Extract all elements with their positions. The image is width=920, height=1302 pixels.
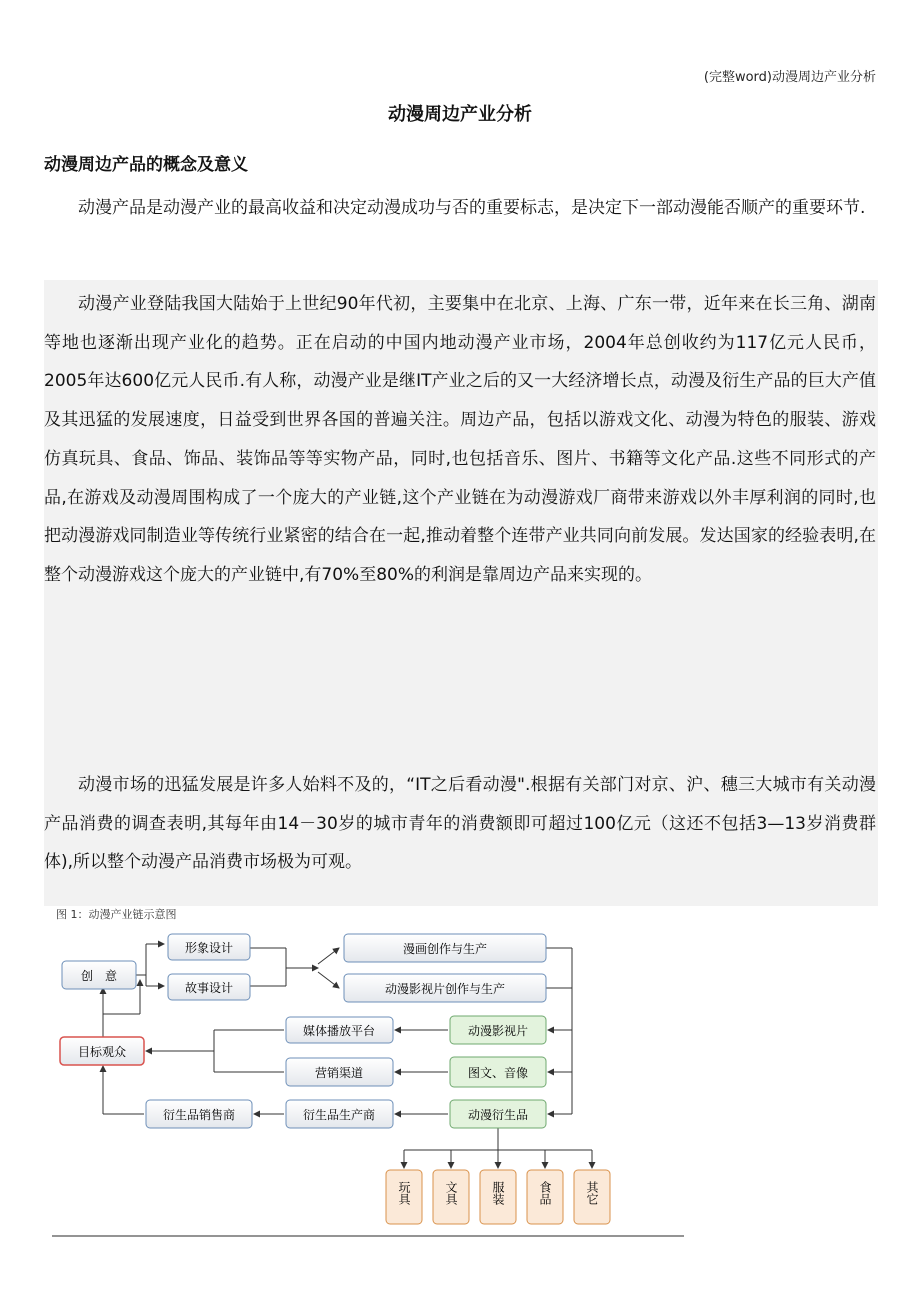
svg-text:形象设计: 形象设计 xyxy=(184,941,234,955)
node-yansheng xyxy=(450,1100,546,1128)
section-heading: 动漫周边产品的概念及意义 xyxy=(44,155,248,175)
node-xingxiang xyxy=(168,934,250,960)
node-yanshengshengchan xyxy=(286,1100,393,1128)
industry-chain-diagram xyxy=(48,906,688,1242)
node-qita xyxy=(574,1170,610,1224)
page-header: (完整word)动漫周边产业分析 xyxy=(703,70,876,85)
node-fuzhuang xyxy=(480,1170,516,1224)
svg-text:故事设计: 故事设计 xyxy=(184,981,234,995)
svg-text:其它: 其它 xyxy=(585,1181,599,1205)
svg-text:玩具: 玩具 xyxy=(397,1181,411,1205)
svg-text:营销渠道: 营销渠道 xyxy=(314,1066,364,1080)
svg-text:文具: 文具 xyxy=(444,1181,458,1205)
node-yingshi-chuangzuo xyxy=(344,974,546,1002)
svg-text:服装: 服装 xyxy=(491,1181,505,1205)
paragraph-1: 动漫产品是动漫产业的最高收益和决定动漫成功与否的重要标志，是决定下一部动漫能否顺产的重要环节. xyxy=(78,198,866,218)
node-yanshengxiaoshou xyxy=(146,1100,252,1128)
figure-caption: 图 1：动漫产业链示意图 xyxy=(56,908,177,921)
paragraph-2: 动漫产业登陆我国大陆始于上世纪90年代初，主要集中在北京、上海、广东一带，近年来在长三角、湖南等地也逐渐出现产业化的趋势。正在启动的中国内地动漫产业市场，2004年总创收约为117亿元人民币，2005年达600亿元人民币.有人称，动漫产业是继IT产业之后的又一大经济增长点，动漫及衍生产品的巨大产值及其迅猛的发展速度，日益受到世界各国的普遍关注。周边产品，包括以游戏文化、动漫为特色的服装、游戏仿真玩具、食品、饰品、装饰品等等实物产品，同时,也包括音乐、图片、书籍等文化产品.这些不同形式的产品,在游戏及动漫周围构成了一个庞大的产业链,这个产业链在为动漫游戏厂商带来游戏以外丰厚利润的同时,也把动漫游戏同制造业等传统行业紧密的结合在一起,推动着整个连带产业共同向前发展。发达国家的经验表明,在整个动漫游戏这个庞大的产业链中,有70%至80%的利润是靠周边产品来实现的。 xyxy=(44,294,876,585)
svg-text:衍生品生产商: 衍生品生产商 xyxy=(302,1108,376,1122)
node-chuangyi xyxy=(62,961,136,989)
svg-text:动漫衍生品: 动漫衍生品 xyxy=(467,1108,529,1122)
svg-text:漫画创作与生产: 漫画创作与生产 xyxy=(402,942,488,956)
svg-text:目标观众: 目标观众 xyxy=(77,1045,127,1059)
node-shipin xyxy=(527,1170,563,1224)
node-meiti xyxy=(286,1017,393,1043)
node-mubiao xyxy=(60,1037,144,1065)
node-yingshipian xyxy=(450,1016,546,1044)
svg-text:食品: 食品 xyxy=(538,1181,552,1205)
svg-text:图文、音像: 图文、音像 xyxy=(467,1066,529,1080)
node-wanju xyxy=(386,1170,422,1224)
node-wenju xyxy=(433,1170,469,1224)
svg-text:动漫影视片: 动漫影视片 xyxy=(467,1024,529,1038)
svg-text:创 意: 创 意 xyxy=(80,969,118,983)
node-tuwen xyxy=(450,1057,546,1087)
node-manhua xyxy=(344,934,546,962)
node-gushi xyxy=(168,974,250,1000)
svg-text:衍生品销售商: 衍生品销售商 xyxy=(162,1108,236,1122)
document-title: 动漫周边产业分析 xyxy=(388,104,532,125)
svg-text:媒体播放平台: 媒体播放平台 xyxy=(302,1024,376,1038)
svg-text:动漫影视片创作与生产: 动漫影视片创作与生产 xyxy=(384,982,506,996)
node-yingxiao xyxy=(286,1058,393,1086)
paragraph-3: 动漫市场的迅猛发展是许多人始料不及的，“IT之后看动漫".根据有关部门对京、沪、穗三大城市有关动漫产品消费的调查表明,其每年由14－30岁的城市青年的消费额即可超过100亿元（这还不包括3—13岁消费群体),所以整个动漫产品消费市场极为可观。 xyxy=(44,775,876,872)
